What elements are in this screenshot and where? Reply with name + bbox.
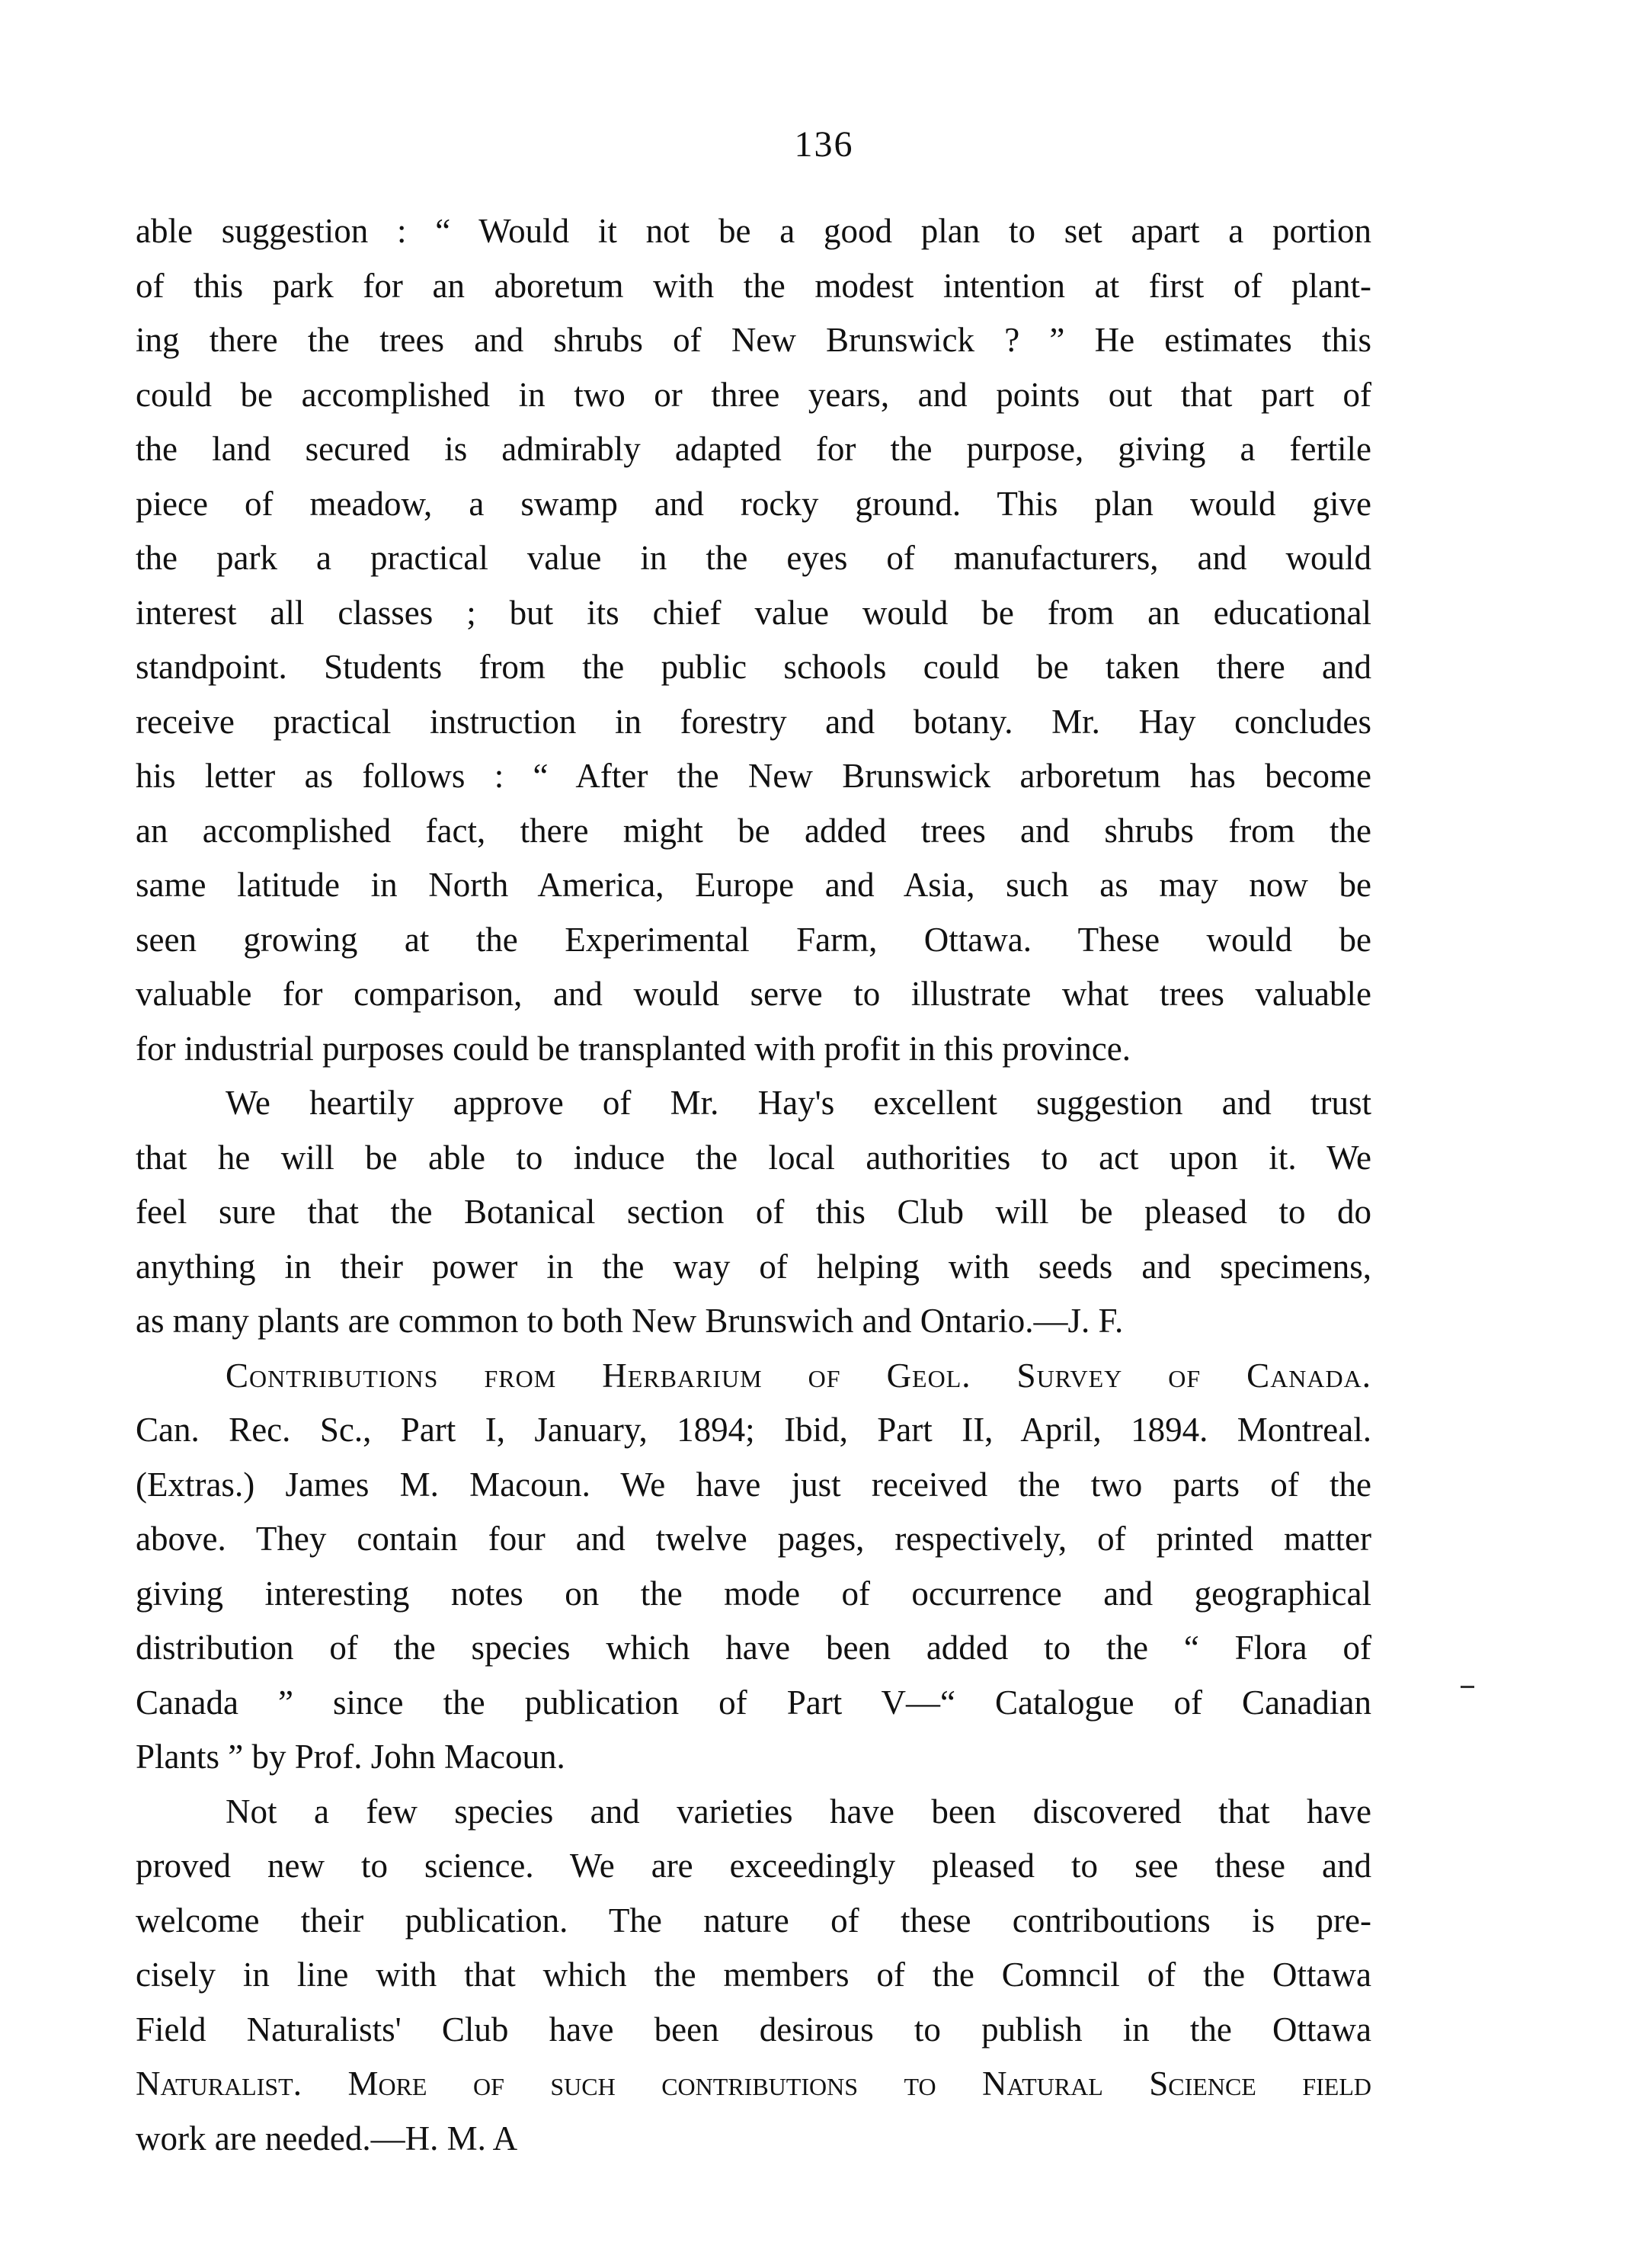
article-text	[136, 204, 1371, 2166]
text-line: proved new to science. We are exceedingly pleased to see these and	[136, 1847, 1371, 1885]
text-line: Naturalist. More of such contributions to Natural Science field	[136, 2065, 1371, 2103]
text-line: the land secured is admirably adapted for the purpose, giving a fertile	[136, 430, 1371, 468]
text-line: Field Naturalists' Club have been desirous to publish in the Ottawa	[136, 2010, 1371, 2049]
text-line: valuable for comparison, and would serve to illustrate what trees valuable	[136, 975, 1371, 1013]
text-line: his letter as follows : “ After the New Brunswick arboretum has become	[136, 757, 1371, 795]
text-line: anything in their power in the way of helping with seeds and specimens,	[136, 1247, 1371, 1286]
text-line: We heartily approve of Mr. Hay's excellent suggestion and trust	[226, 1084, 1371, 1122]
text-line: Canada ” since the publication of Part V—“ Catalogue of Canadian	[136, 1683, 1371, 1722]
text-line: piece of meadow, a swamp and rocky ground. This plan would give	[136, 484, 1371, 523]
text-line: Plants ” by Prof. John Macoun.	[136, 1738, 565, 1776]
text-line: above. They contain four and twelve pages, respectively, of printed matter	[136, 1520, 1371, 1558]
text-line: work are needed.—H. M. A	[136, 2119, 518, 2157]
text-line: the park a practical value in the eyes of manufacturers, and would	[136, 539, 1371, 577]
text-line: Can. Rec. Sc., Part I, January, 1894; Ibid, Part II, April, 1894. Montreal.	[136, 1411, 1371, 1449]
text-line: ing there the trees and shrubs of New Brunswick ? ” He estimates this	[136, 321, 1371, 359]
text-line: feel sure that the Botanical section of this Club will be pleased to do	[136, 1193, 1371, 1231]
text-line: as many plants are common to both New Brunswich and Ontario.—J. F.	[136, 1302, 1124, 1340]
page-number: 136	[794, 124, 854, 165]
text-line: (Extras.) James M. Macoun. We have just received the two parts of the	[136, 1465, 1371, 1504]
text-line: interest all classes ; but its chief value would be from an educational	[136, 593, 1371, 632]
margin-mark	[1461, 1686, 1474, 1688]
text-line: receive practical instruction in forestry and botany. Mr. Hay concludes	[136, 702, 1371, 741]
text-line: welcome their publication. The nature of these contriboutions is pre-	[136, 1901, 1371, 1940]
text-line: seen growing at the Experimental Farm, Ottawa. These would be	[136, 920, 1371, 959]
text-line: Not a few species and varieties have been discovered that have	[226, 1792, 1371, 1831]
text-line: for industrial purposes could be transplanted with profit in this province.	[136, 1029, 1131, 1068]
text-line: that he will be able to induce the local authorities to act upon it. We	[136, 1138, 1371, 1177]
text-line: same latitude in North America, Europe and Asia, such as may now be	[136, 866, 1371, 904]
text-line: could be accomplished in two or three years, and points out that part of	[136, 375, 1371, 414]
text-line: cisely in line with that which the members of the Comncil of the Ottawa	[136, 1956, 1371, 1994]
text-line: an accomplished fact, there might be added trees and shrubs from the	[136, 811, 1371, 850]
text-line: distribution of the species which have been added to the “ Flora of	[136, 1629, 1371, 1667]
text-line: able suggestion : “ Would it not be a good plan to set apart a portion	[136, 212, 1371, 250]
text-line: standpoint. Students from the public schools could be taken there and	[136, 648, 1371, 686]
review-heading-line: Contributions from Herbarium of Geol. Survey of Canada.	[226, 1356, 1371, 1395]
text-line: giving interesting notes on the mode of occurrence and geographical	[136, 1574, 1371, 1613]
text-line: of this park for an aboretum with the modest intention at first of plant-	[136, 266, 1371, 305]
